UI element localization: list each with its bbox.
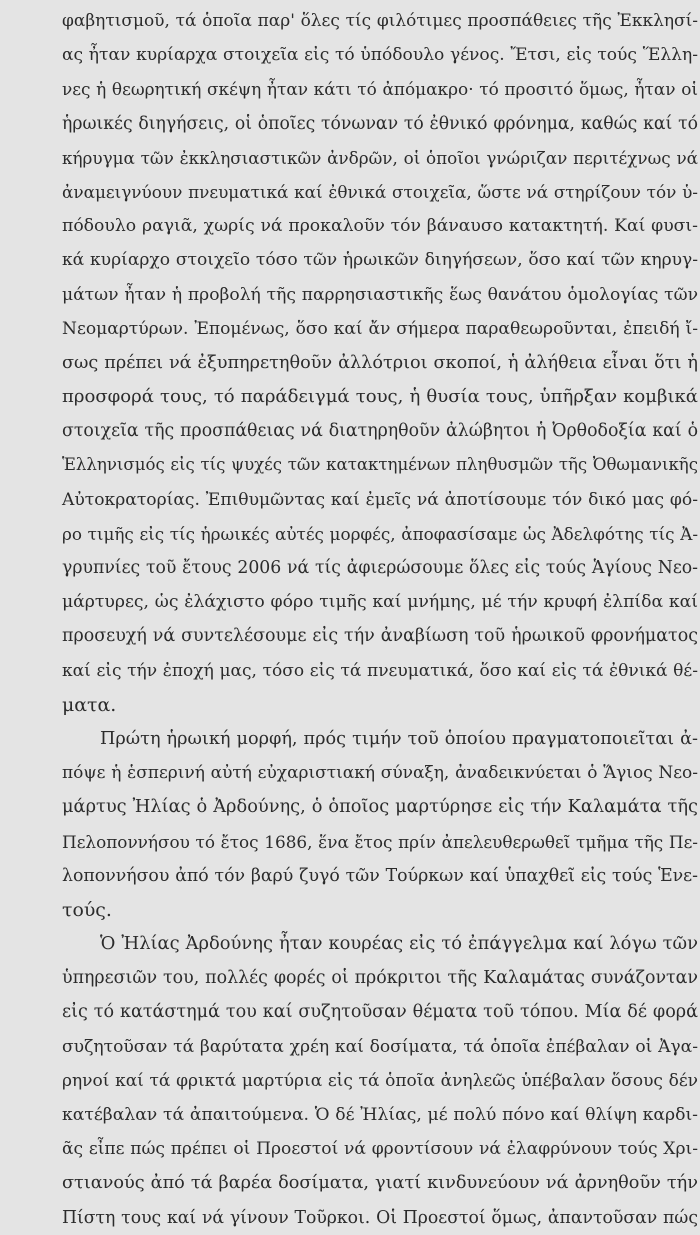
text-line: κατέβαλαν τά ἀπαιτούμενα. Ὁ δέ Ἠλίας, μέ πολύ πόνο καί θλίψη καρδι-: [62, 1105, 698, 1125]
text-line: λοποννήσου ἀπό τόν βαρύ ζυγό τῶν Τούρκων καί ὑπαχθεῖ εἰς τούς Ἑνε-: [62, 865, 698, 886]
paragraph-3: [62, 927, 698, 1235]
text-line: κήρυγμα τῶν ἐκκλησιαστικῶν ἀνδρῶν, οἱ ὁποῖοι γνώριζαν περιτέχνως νά: [62, 147, 698, 168]
text-line: Πελοποννήσου τό ἔτος 1686, ἕνα ἔτος πρίν ἀπελευθερωθεῖ τμῆμα τῆς Πε-: [62, 831, 698, 852]
text-line: εἰς τό κατάστημά του καί συζητοῦσαν θέματα τοῦ τόπου. Μία δέ φορά: [62, 1002, 698, 1023]
text-line: γρυπνίες τοῦ ἔτους 2006 νά τίς ἀφιερώσουμε ὅλες εἰς τούς Ἁγίους Νεο-: [62, 558, 698, 578]
text-line: στιανούς ἀπό τά βαρέα δοσίματα, γιατί κινδυνεύουν νά ἀρνηθοῦν τήν: [62, 1173, 698, 1194]
text-line: ᾶς εἶπε πώς πρέπει οἱ Προεστοί νά φροντίσουν νά ἐλαφρύνουν τούς Χρι-: [62, 1139, 698, 1160]
text-line: νες ἡ θεωρητική σκέψη ἦταν κάτι τό ἀπόμακρο· τό προσιτό ὅμως, ἦταν οἱ: [62, 79, 698, 100]
text-line: Ὁ Ἠλίας Ἀρδούνης ἦταν κουρέας εἰς τό ἐπάγγελμα καί λόγω τῶν: [100, 933, 698, 955]
text-line: Νεομαρτύρων. Ἐπομένως, ὅσο καί ἄν σήμερα παραθεωροῦνται, ἐπειδή ἴ-: [62, 318, 698, 339]
text-line: καί εἰς τήν ἐποχή μας, τόσο εἰς τά πνευματικά, ὅσο καί εἰς τά ἐθνικά θέ-: [62, 660, 698, 681]
text-line: Αὐτοκρατορίας. Ἐπιθυμῶντας καί ἐμεῖς νά ἀποτίσουμε τόν δικό μας φό-: [62, 489, 698, 510]
text-line: προσευχή νά συντελέσουμε εἰς τήν ἀναβίωση τοῦ ἡρωικοῦ φρονήματος: [62, 626, 698, 647]
text-line: σως πρέπει νά ἐξυπηρετηθοῦν ἀλλότριοι σκοποί, ἡ ἀλήθεια εἶναι ὅτι ἡ: [62, 352, 698, 373]
text-line: μάτων ἦταν ἡ προβολή τῆς παρρησιαστικῆς ἕως θανάτου ὁμολογίας τῶν: [62, 284, 698, 305]
text-line: ἡρωικές διηγήσεις, οἱ ὁποῖες τόνωναν τό ἐθνικό φρόνημα, καθώς καί τό: [62, 113, 698, 134]
text-line: ας ἦταν κυρίαρχα στοιχεῖα εἰς τό ὑπόδουλο γένος. Ἔτσι, εἰς τούς Ἕλλη-: [62, 45, 698, 66]
text-line: ρο τιμῆς εἰς τίς ἡρωικές αὐτές μορφές, ἀποφασίσαμε ὡς Ἀδελφότης τίς Ἀ-: [62, 523, 698, 544]
text-line: συζητοῦσαν τά βαρύτατα χρέη καί δοσίματα, τά ὁποῖα ἐπέβαλαν οἱ Ἀγα-: [62, 1036, 698, 1057]
text-line: μάρτυρες, ὡς ἐλάχιστο φόρο τιμῆς καί μνήμης, μέ τήν κρυφή ἐλπίδα καί: [62, 592, 698, 613]
paragraph-2: [62, 722, 698, 927]
text-line: πόδουλο ραγιᾶ, χωρίς νά προκαλοῦν τόν βάναυσο κατακτητή. Καί φυσι-: [62, 216, 698, 237]
text-line: προσφορά τους, τό παράδειγμά τους, ἡ θυσία τους, ὑπῆρξαν κομβικά: [62, 386, 698, 408]
text-line: κά κυρίαρχο στοιχεῖο τόσο τῶν ἡρωικῶν διηγήσεων, ὅσο καί τῶν κηρυγ-: [62, 250, 698, 271]
body-text: [62, 4, 698, 1235]
text-line: ἀναμειγνύουν πνευματικά καί ἐθνικά στοιχεῖα, ὥστε νά στηρίζουν τόν ὑ-: [62, 181, 698, 202]
text-line: πόψε ἡ ἑσπερινή αὐτή εὐχαριστιακή σύναξη, ἀναδεικνύεται ὁ Ἅγιος Νεο-: [62, 763, 698, 784]
text-line: μάρτυς Ἠλίας ὁ Ἀρδούνης, ὁ ὁποῖος μαρτύρησε εἰς τήν Καλαμάτα τῆς: [62, 796, 698, 818]
text-line: ρηνοί καί τά φρικτά μαρτύρια εἰς τά ὁποῖα ἀνηλεῶς ὑπέβαλαν ὅσους δέν: [62, 1070, 698, 1091]
text-line: στοιχεῖα τῆς προσπάθειας νά διατηρηθοῦν ἀλώβητοι ἡ Ὀρθοδοξία καί ὁ: [62, 421, 698, 442]
text-line: Πρώτη ἡρωική μορφή, πρός τιμήν τοῦ ὁποίου πραγματοποιεῖται ἀ-: [100, 728, 698, 749]
paragraph-1: [62, 4, 698, 722]
text-line: ματα.: [62, 693, 117, 716]
text-line: Ἑλληνισμός εἰς τίς ψυχές τῶν κατακτημένων πληθυσμῶν τῆς Ὀθωμανικῆς: [62, 455, 698, 475]
text-line: τούς.: [62, 898, 112, 921]
text-line: Πίστη τους καί νά γίνουν Τοῦρκοι. Οἱ Προεστοί ὅμως, ἀπαντοῦσαν πώς: [62, 1207, 698, 1228]
text-line: ὑπηρεσιῶν του, πολλές φορές οἱ πρόκριτοι τῆς Καλαμάτας συνάζονταν: [62, 968, 698, 989]
text-line: φαβητισμοῦ, τά ὁποῖα παρ' ὅλες τίς φιλότιμες προσπάθειες τῆς Ἐκκλησί-: [62, 11, 698, 31]
